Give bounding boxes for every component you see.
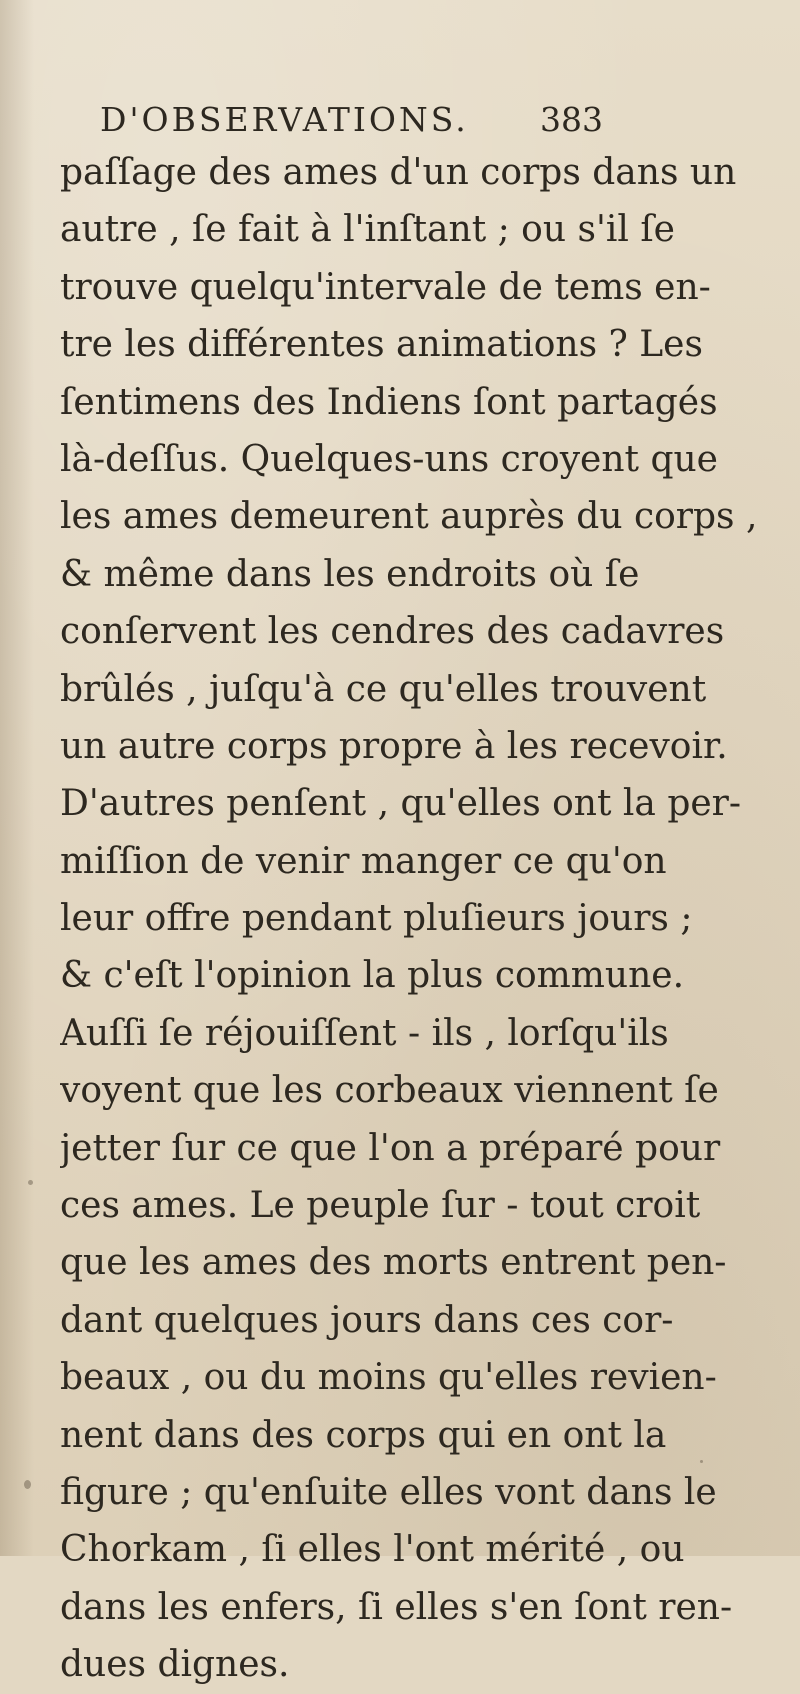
text-line: Auſſi ſe réjouiſſent - ils , lorſqu'ils (60, 1012, 669, 1054)
text-line: figure ; qu'enſuite elles vont dans le (60, 1471, 717, 1513)
text-line: paſſage des ames d'un corps dans un (60, 152, 737, 193)
text-line: autre , ſe fait à l'inſtant ; ou s'il ſe (60, 209, 675, 251)
text-line: Chorkam , ſi elles l'ont mérité , ou (60, 1529, 685, 1571)
paper-speck (24, 1480, 31, 1489)
paper-speck (28, 1180, 33, 1185)
text-line: conſervent les cendres des cadavres (60, 611, 725, 653)
text-line: jetter ſur ce que l'on a préparé pour (60, 1127, 721, 1169)
text-line: ces ames. Le peuple ſur - tout croit (60, 1185, 701, 1227)
paper-speck (700, 1460, 703, 1463)
text-line: les ames demeurent auprès du corps , (60, 496, 758, 538)
text-line: tre les différentes animations ? Les (60, 324, 703, 366)
running-title: D'OBSERVATIONS. (100, 100, 469, 139)
page-header (100, 100, 660, 144)
text-line: leur offre pendant pluſieurs jours ; (60, 898, 693, 940)
text-line: dues dignes. (60, 1644, 290, 1686)
text-line: voyent que les corbeaux viennent ſe (60, 1070, 719, 1112)
text-line: dant quelques jours dans ces cor- (60, 1299, 674, 1341)
text-line: dans les enfers, ſi elles s'en ſont ren- (60, 1586, 733, 1628)
text-line: trouve quelqu'intervale de tems en- (60, 266, 711, 308)
text-line: là-deſſus. Quelques-uns croyent que (60, 438, 718, 480)
text-line: ſentimens des Indiens ſont partagés (60, 381, 718, 423)
text-line: brûlés , juſqu'à ce qu'elles trouvent (60, 668, 707, 710)
text-line: un autre corps propre à les recevoir. (60, 725, 728, 767)
text-line: & c'eſt l'opinion la plus commune. (60, 955, 685, 997)
paper-speck (180, 1260, 184, 1266)
page-number: 383 (540, 100, 603, 139)
text-line: D'autres penſent , qu'elles ont la per- (60, 783, 742, 825)
text-line: & même dans les endroits où ſe (60, 553, 640, 595)
body-text (60, 144, 760, 1694)
text-line: nent dans des corps qui en ont la (60, 1414, 667, 1456)
text-line: beaux , ou du moins qu'elles revien- (60, 1357, 717, 1399)
text-line: que les ames des morts entrent pen- (60, 1242, 727, 1284)
text-line: miſſion de venir manger ce qu'on (60, 840, 667, 882)
page-gutter-shadow (0, 0, 34, 1556)
